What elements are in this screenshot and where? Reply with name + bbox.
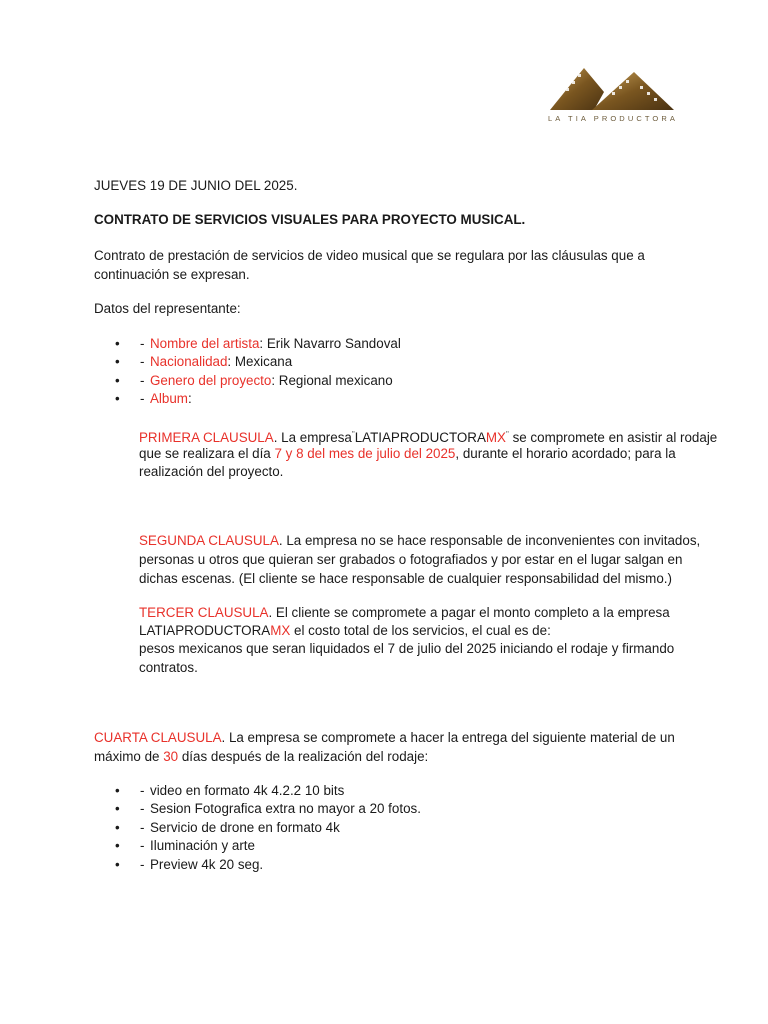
- bullet-icon: •: [115, 783, 120, 798]
- clause-2-line-1: [139, 531, 700, 550]
- list-item: [115, 371, 393, 390]
- dash: -: [140, 336, 145, 351]
- clause-1-company-suffix: MX: [485, 430, 506, 445]
- field-value-nationality: : Mexicana: [227, 354, 293, 369]
- clause-1-dates: 7 y 8 del mes de julio del 2025: [274, 446, 456, 461]
- field-value-artist: : Erik Navarro Sandoval: [259, 336, 401, 351]
- list-item: [115, 836, 255, 855]
- clause-1-label: PRIMERA CLAUSULA: [139, 430, 274, 445]
- clause-3-line-2: [139, 621, 551, 640]
- field-value-album: :: [187, 391, 192, 406]
- list-item: [115, 781, 344, 800]
- bullet-icon: •: [115, 391, 120, 406]
- clause-2-line-3: dichas escenas. (El cliente se hace responsable de cualquier responsabilidad del mismo.): [139, 571, 672, 586]
- field-label-album: Album: [150, 391, 188, 406]
- clause-1-line-3: realización del proyecto.: [139, 464, 284, 479]
- list-item: [115, 855, 263, 874]
- list-item: [115, 352, 292, 371]
- clause-2-text: . La empresa no se hace responsable de inconvenientes con invitados,: [278, 533, 701, 548]
- clause-3-company-suffix: MX: [270, 623, 291, 638]
- clause-1-company: LATIAPRODUCTORA: [354, 430, 486, 445]
- deliverable-drone: Servicio de drone en formato 4k: [150, 820, 340, 835]
- deliverable-lighting: Iluminación y arte: [150, 838, 255, 853]
- clause-4-label: CUARTA CLAUSULA: [94, 730, 222, 745]
- bullet-icon: •: [115, 336, 120, 351]
- clause-1-text: . La empresa: [273, 430, 352, 445]
- clause-3-line-4: contratos.: [139, 660, 198, 675]
- quote-close: ": [506, 430, 509, 439]
- field-label-nationality: Nacionalidad: [150, 354, 228, 369]
- dash: -: [140, 373, 145, 388]
- dash: -: [140, 391, 145, 406]
- clause-3-line-1: [139, 603, 670, 622]
- representative-heading: Datos del representante:: [94, 301, 241, 316]
- bullet-icon: •: [115, 373, 120, 388]
- list-item: [115, 799, 421, 818]
- deliverable-preview: Preview 4k 20 seg.: [150, 857, 264, 872]
- contract-title: CONTRATO DE SERVICIOS VISUALES PARA PROYECTO MUSICAL.: [94, 212, 526, 227]
- clause-4-text: . La empresa se compromete a hacer la entrega del siguiente material de un: [221, 730, 675, 745]
- list-item: [115, 389, 192, 408]
- dash: -: [140, 857, 145, 872]
- delivery-days: 30: [163, 749, 179, 764]
- clause-4-line-2-b: días después de la realización del rodaje:: [178, 749, 429, 764]
- deliverable-video: video en formato 4k 4.2.2 10 bits: [150, 783, 345, 798]
- clause-1-line-2-b: , durante el horario acordado; para la: [455, 446, 676, 461]
- clause-1-line-2-a: que se realizara el día: [139, 446, 275, 461]
- bullet-icon: •: [115, 857, 120, 872]
- clause-3-company: LATIAPRODUCTORA: [139, 623, 271, 638]
- dash: -: [140, 838, 145, 853]
- dash: -: [140, 783, 145, 798]
- quote-open: ": [351, 430, 355, 439]
- clause-2-line-2: personas u otros que quieran ser grabados o fotografiados y por estar en el lugar salgan en: [139, 552, 683, 567]
- bullet-icon: •: [115, 801, 120, 816]
- bullet-icon: •: [115, 838, 120, 853]
- company-logo-wordmark: LA TIA PRODUCTORA: [548, 114, 678, 123]
- clause-4-line-2-a: máximo de: [94, 749, 164, 764]
- dash: -: [140, 354, 145, 369]
- list-item: [115, 334, 401, 353]
- clause-3-text: . El cliente se compromete a pagar el monto completo a la empresa: [268, 605, 670, 620]
- field-label-genre: Genero del proyecto: [150, 373, 272, 388]
- clause-2-label: SEGUNDA CLAUSULA: [139, 533, 279, 548]
- clause-1-line-2: [139, 444, 676, 463]
- bullet-icon: •: [115, 354, 120, 369]
- field-value-genre: : Regional mexicano: [271, 373, 393, 388]
- bullet-icon: •: [115, 820, 120, 835]
- clause-3-line-2-rest: el costo total de los servicios, el cual es de:: [290, 623, 551, 638]
- contract-date: JUEVES 19 DE JUNIO DEL 2025.: [94, 178, 298, 193]
- dash: -: [140, 801, 145, 816]
- list-item: [115, 818, 340, 837]
- clause-1-text-b: se compromete en asistir al rodaje: [508, 430, 718, 445]
- intro-line-2: continuación se expresan.: [94, 267, 250, 282]
- field-label-artist: Nombre del artista: [150, 336, 260, 351]
- deliverable-photos: Sesion Fotografica extra no mayor a 20 fotos.: [150, 801, 421, 816]
- clause-4-line-1: [94, 728, 675, 747]
- intro-line-1: Contrato de prestación de servicios de video musical que se regulara por las cláusulas que a: [94, 248, 645, 263]
- dash: -: [140, 820, 145, 835]
- clause-3-label: TERCER CLAUSULA: [139, 605, 269, 620]
- clause-3-line-3: pesos mexicanos que seran liquidados el 7 de julio del 2025 iniciando el rodaje y firmando: [139, 641, 675, 656]
- clause-4-line-2: [94, 747, 428, 766]
